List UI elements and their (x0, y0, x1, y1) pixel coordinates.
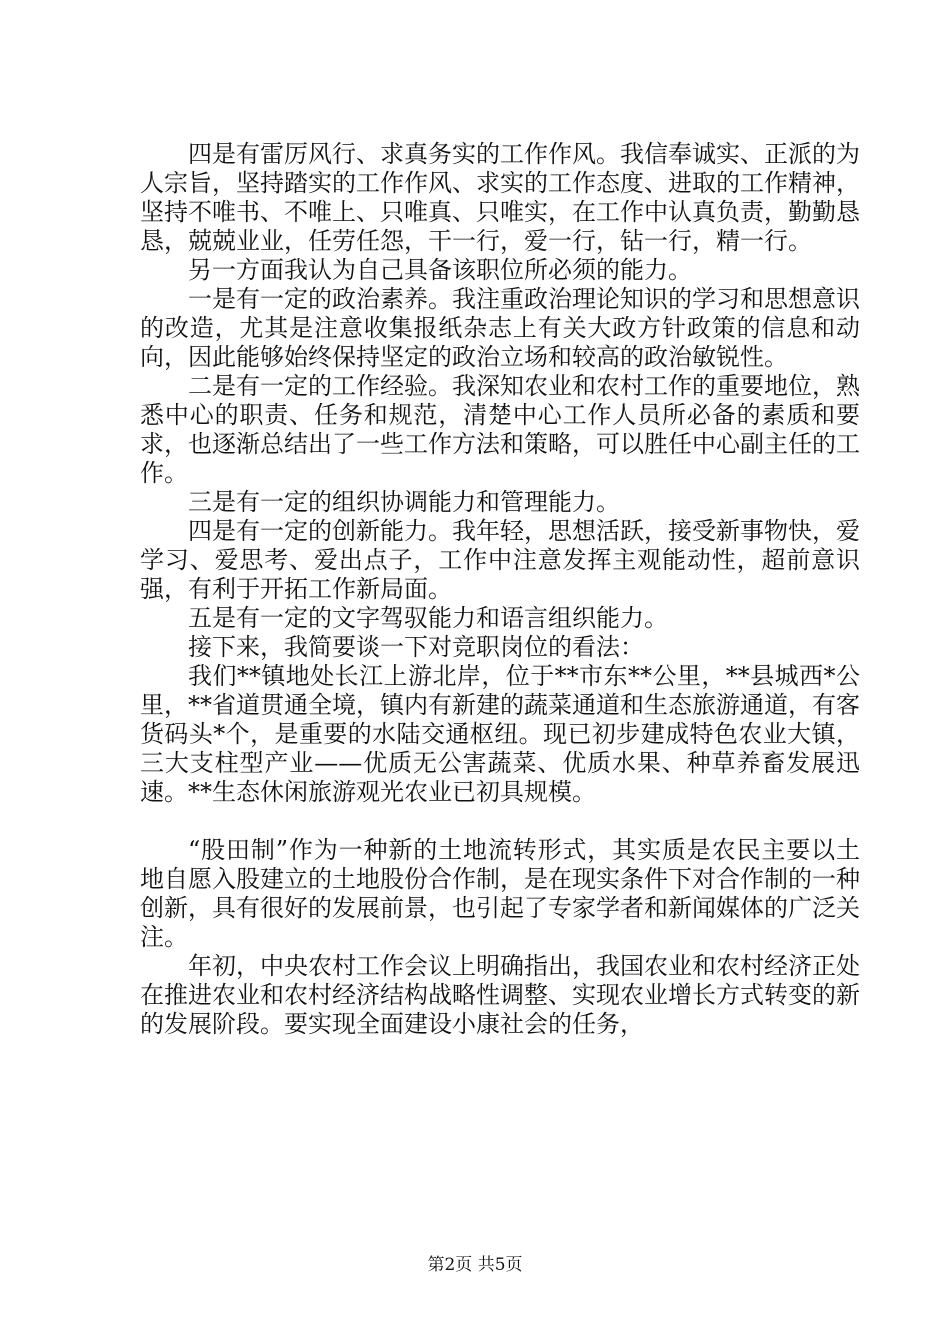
paragraph-work-experience: 二是有一定的工作经验。我深知农业和农村工作的重要地位，熟悉中心的职责、任务和规范，清楚中心工作人员所必备的素质和要求，也逐渐总结出了一些工作方法和策略，可以胜任中心副主任的工作。 (140, 372, 860, 487)
paragraph-writing-ability: 五是有一定的文字驾驭能力和语言组织能力。 (188, 604, 668, 632)
paragraph-political-quality: 一是有一定的政治素养。我注重政治理论知识的学习和思想意识的改造，尤其是注意收集报纸杂志上有关大政方针政策的信息和动向，因此能够始终保持坚定的政治立场和较高的政治敏锐性。 (140, 285, 860, 371)
paragraph-position-view-intro: 接下来，我简要谈一下对竞职岗位的看法： (188, 633, 644, 661)
paragraph-gap (140, 807, 860, 836)
paragraph-work-style: 四是有雷厉风行、求真务实的工作作风。我信奉诚实、正派的为人宗旨，坚持踏实的工作作风、求实的工作态度、进取的工作精神，坚持不唯书、不唯上、只唯真、只唯实，在工作中认真负责，勤勤恳恳，兢兢业业，任劳任怨，干一行，爱一行，钻一行，精一行。 (140, 140, 860, 255)
paragraph-coordination-ability: 三是有一定的组织协调能力和管理能力。 (188, 488, 620, 516)
page-number-footer: 第2页 共5页 (427, 1255, 523, 1275)
paragraph-innovation-ability: 四是有一定的创新能力。我年轻，思想活跃，接受新事物快，爱学习、爱思考、爱出点子，工作中注意发挥主观能动性，超前意识强，有利于开拓工作新局面。 (140, 517, 860, 603)
paragraph-ability-intro: 另一方面我认为自己具备该职位所必须的能力。 (188, 256, 692, 284)
paragraph-central-conference: 年初，中央农村工作会议上明确指出，我国农业和农村经济正处在推进农业和农村经济结构战略性调整、实现农业增长方式转变的新的发展阶段。要实现全面建设小康社会的任务， (140, 952, 860, 1038)
document-body (140, 140, 860, 1039)
paragraph-town-overview: 我们**镇地处长江上游北岸，位于**市东**公里，**县城西*公里，**省道贯通全境，镇内有新建的蔬菜通道和生态旅游通道，有客货码头*个，是重要的水陆交通枢纽。现已初步建成特色农业大镇，三大支柱型产业——优质无公害蔬菜、优质水果、种草养畜发展迅速。**生态休闲旅游观光农业已初具规模。 (140, 662, 860, 806)
paragraph-share-field-system: “股田制”作为一种新的土地流转形式，其实质是农民主要以土地自愿入股建立的土地股份合作制，是在现实条件下对合作制的一种创新，具有很好的发展前景，也引起了专家学者和新闻媒体的广泛关注。 (140, 836, 860, 951)
